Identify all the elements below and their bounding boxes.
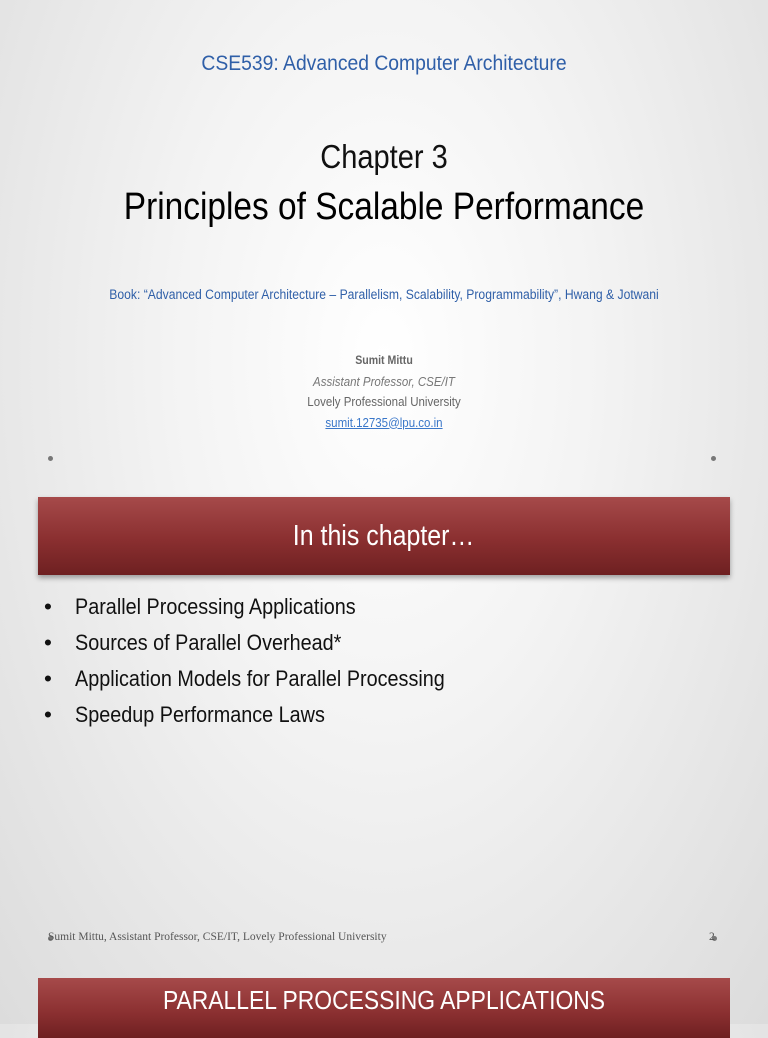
contents-banner [38,497,730,575]
contents-slide [0,470,768,970]
title-slide [0,0,768,470]
next-slide-banner-title: PARALLEL PROCESSING APPLICATIONS [162,985,606,1015]
author-university: Lovely Professional University [307,395,461,409]
course-title: CSE539: Advanced Computer Architecture [201,52,567,75]
list-item-text: Parallel Processing Applications [75,594,356,619]
bullet-marker: • [44,630,52,655]
page-number: 2 [709,931,715,943]
bullet-marker: • [44,702,52,727]
list-item-text: Sources of Parallel Overhead* [75,630,342,655]
slide-corner-dot-right [711,456,716,461]
bullet-marker: • [44,666,52,691]
chapter-title: Principles of Scalable Performance [123,186,645,228]
author-email-link[interactable]: sumit.12735@lpu.co.in [325,415,443,430]
list-item-text: Application Models for Parallel Processing [75,666,445,691]
book-reference: Book: “Advanced Computer Architecture – Parallelism, Scalability, Programmability”, Hwang & Jotwani [109,287,659,302]
bullet-marker: • [44,594,52,619]
author-name: Sumit Mittu [355,355,413,367]
slide-corner-dot-left [48,456,53,461]
chapter-number: Chapter 3 [320,138,448,175]
next-slide-banner [38,978,730,1038]
author-role: Assistant Professor, CSE/IT [313,374,455,389]
contents-banner-title: In this chapter… [293,520,475,552]
author-block [0,351,768,433]
slide-footer: Sumit Mittu, Assistant Professor, CSE/IT, Lovely Professional University [48,931,387,943]
list-item-text: Speedup Performance Laws [75,702,325,727]
